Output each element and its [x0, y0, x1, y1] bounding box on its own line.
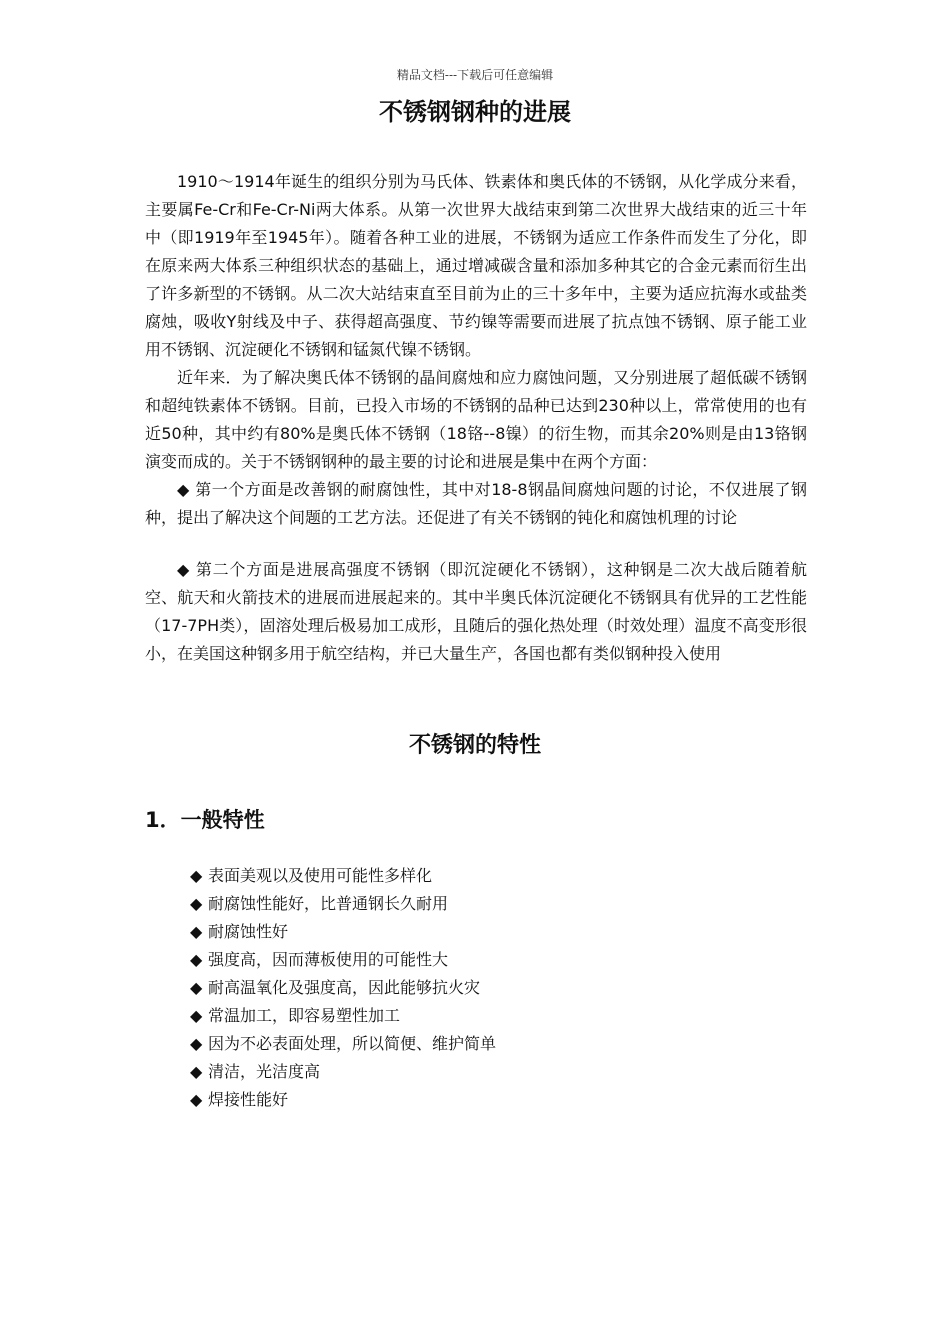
- diamond-bullet-icon: ◆: [190, 950, 203, 969]
- feature-text: 耐腐蚀性好: [208, 922, 289, 941]
- diamond-bullet-icon: ◆: [190, 1090, 203, 1109]
- header-note: 精品文档---下载后可任意编辑: [396, 68, 554, 82]
- list-item: [190, 1002, 496, 1030]
- feature-text: 耐腐蚀性能好，比普通钢长久耐用: [208, 894, 449, 913]
- diamond-bullet-icon: ◆: [190, 1062, 203, 1081]
- feature-text: 焊接性能好: [208, 1090, 289, 1109]
- feature-text: 表面美观以及使用可能性多样化: [208, 866, 433, 885]
- paragraph-direction-one: ◆ 第一个方面是改善钢的耐腐蚀性，其中对18-8钢晶间腐烛问题的讨论，不仅进展了钢种，提出了解决这个间题的工艺方法。还促进了有关不锈钢的钝化和腐蚀机理的讨论: [145, 480, 807, 527]
- feature-list: [190, 862, 496, 1114]
- list-item: [190, 1030, 496, 1058]
- diamond-bullet-icon: ◆: [190, 922, 203, 941]
- second-text-block: [145, 556, 807, 668]
- feature-text: 耐高温氧化及强度高，因此能够抗火灾: [208, 978, 481, 997]
- intro-text-block: [145, 168, 807, 532]
- list-item: [190, 918, 496, 946]
- subsection-title: 1．一般特性: [145, 808, 265, 832]
- list-item: [190, 974, 496, 1002]
- diamond-bullet-icon: ◆: [190, 1006, 203, 1025]
- section-title: 不锈钢的特性: [408, 733, 541, 758]
- diamond-bullet-icon: ◆: [190, 978, 203, 997]
- list-item: [190, 1058, 496, 1086]
- paragraph-direction-two: ◆ 第二个方面是进展高强度不锈钢（即沉淀硬化不锈钢），这种钢是二次大战后随着航空、航天和火箭技术的进展而进展起来的。其中半奥氏体沉淀硬化不锈钢具有优异的工艺性能（17-7PH类），固溶处理后极易加工成形，且随后的强化热处理（时效处理）温度不高变形很小，在美国这种钢多用于航空结构，并已大量生产，各国也都有类似钢种投入使用: [145, 560, 807, 663]
- list-item: [190, 890, 496, 918]
- feature-text: 常温加工，即容易塑性加工: [208, 1006, 401, 1025]
- feature-text: 强度高，因而薄板使用的可能性大: [208, 950, 449, 969]
- diamond-bullet-icon: ◆: [190, 866, 203, 885]
- list-item: [190, 946, 496, 974]
- list-item: [190, 1086, 496, 1114]
- paragraph-recent-progress: 近年来．为了解决奥氏体不锈钢的晶间腐烛和应力腐蚀问题，又分别进展了超低碳不锈钢和超纯铁素体不锈钢。目前，已投入市场的不锈钢的品种已达到230种以上，常常使用的也有近50种，其中约有80%是奥氏体不锈钢（18铬--8镍）的衍生物，而其余20%则是由13铬钢演变而成的。关于不锈钢钢种的最主要的讨论和进展是集中在两个方面：: [145, 368, 807, 471]
- feature-text: 清洁，光洁度高: [208, 1062, 321, 1081]
- feature-text: 因为不必表面处理，所以简便、维护简单: [208, 1034, 497, 1053]
- list-item: [190, 862, 496, 890]
- diamond-bullet-icon: ◆: [190, 894, 203, 913]
- paragraph-history: 1910～1914年诞生的组织分别为马氏体、铁素体和奥氏体的不锈钢，从化学成分来看，主要属Fe-Cr和Fe-Cr-Ni两大体系。从第一次世界大战结束到第二次世界大战结束的近三十年中（即1919年至1945年）。随着各种工业的进展，不锈钢为适应工作条件而发生了分化，即在原来两大体系三种组织状态的基础上，通过增减碳含量和添加多种其它的合金元素而衍生出了许多新型的不锈钢。从二次大站结束直至目前为止的三十多年中，主要为适应抗海水或盐类腐烛，吸收Y射线及中子、获得超高强度、节约镍等需要而进展了抗点蚀不锈钢、原子能工业用不锈钢、沉淀硬化不锈钢和锰氮代镍不锈钢。: [145, 172, 807, 359]
- document-title: 不锈钢钢种的进展: [379, 98, 571, 126]
- diamond-bullet-icon: ◆: [190, 1034, 203, 1053]
